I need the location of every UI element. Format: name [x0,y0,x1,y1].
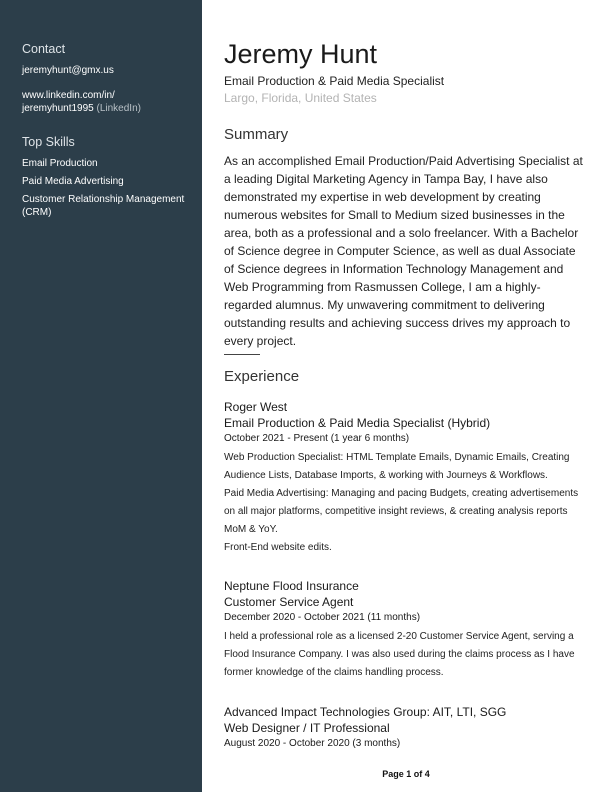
linkedin-url-line2 [22,102,198,115]
job-description-line: Web Production Specialist: HTML Template Emails, Dynamic Emails, Creating Audience Lists, Database Imports, & working with Journeys & Workflows. [224,452,570,481]
job-description-line: Paid Media Advertising: Managing and pacing Budgets, creating advertisements on all major platforms, competitive insight reviews, & creating analysis reports MoM & YoY. [224,488,579,535]
skill-item: Email Production [22,158,98,169]
job-company: Roger West [224,400,288,414]
job-role: Web Designer / IT Professional [224,721,390,735]
job-role: Customer Service Agent [224,595,354,609]
sidebar [0,0,202,792]
job-description [224,449,590,557]
profile-headline: Email Production & Paid Media Specialist [224,74,445,88]
section-divider [224,354,260,355]
job-description [224,628,590,682]
job-dates: August 2020 - October 2020 (3 months) [224,738,401,749]
summary-heading: Summary [224,126,289,143]
job-description-line: I held a professional role as a licensed 2-20 Customer Service Agent, serving a Flood Insurance Company. I was also used during the claims process as I have former knowledge of the claims handling process. [224,631,575,678]
contact-heading: Contact [22,42,66,56]
job-role: Email Production & Paid Media Specialist (Hybrid) [224,416,491,430]
linkedin-link[interactable] [22,89,198,115]
linkedin-handle: jeremyhunt1995 [22,103,94,114]
job-description-line: Front-End website edits. [224,542,332,553]
linkedin-tag: (LinkedIn) [96,103,141,114]
summary-text: As an accomplished Email Production/Paid Advertising Specialist at a leading Digital Marketing Agency in Tampa Bay, I have also demonstrated my expertise in web development by creating numerous websites for Small to Medium sized businesses in the area, both as a professional and a solo freelancer. With a Bachelor of Science degree in Computer Science, as well as dual Associate of Science degrees in Information Technology Management and Web Programming from Rasmussen College, I am a highly-regarded alumnus. My unwavering commitment to delivering outstanding results and achieving success drives my approach to every project. [224,154,583,348]
email-link[interactable]: jeremyhunt@gmx.us [22,65,114,76]
skill-item: Customer Relationship Management (CRM) [22,194,185,218]
job-dates: December 2020 - October 2021 (11 months) [224,612,421,623]
skill-item: Paid Media Advertising [22,176,124,187]
profile-location: Largo, Florida, United States [224,91,377,105]
page-number: Page 1 of 4 [382,769,430,779]
experience-heading: Experience [224,368,300,385]
job-company: Advanced Impact Technologies Group: AIT, LTI, SGG [224,705,507,719]
linkedin-url-line1: www.linkedin.com/in/ [22,90,115,101]
job-dates: October 2021 - Present (1 year 6 months) [224,433,410,444]
job-company: Neptune Flood Insurance [224,579,359,593]
profile-name: Jeremy Hunt [224,39,378,69]
top-skills-heading: Top Skills [22,135,75,149]
